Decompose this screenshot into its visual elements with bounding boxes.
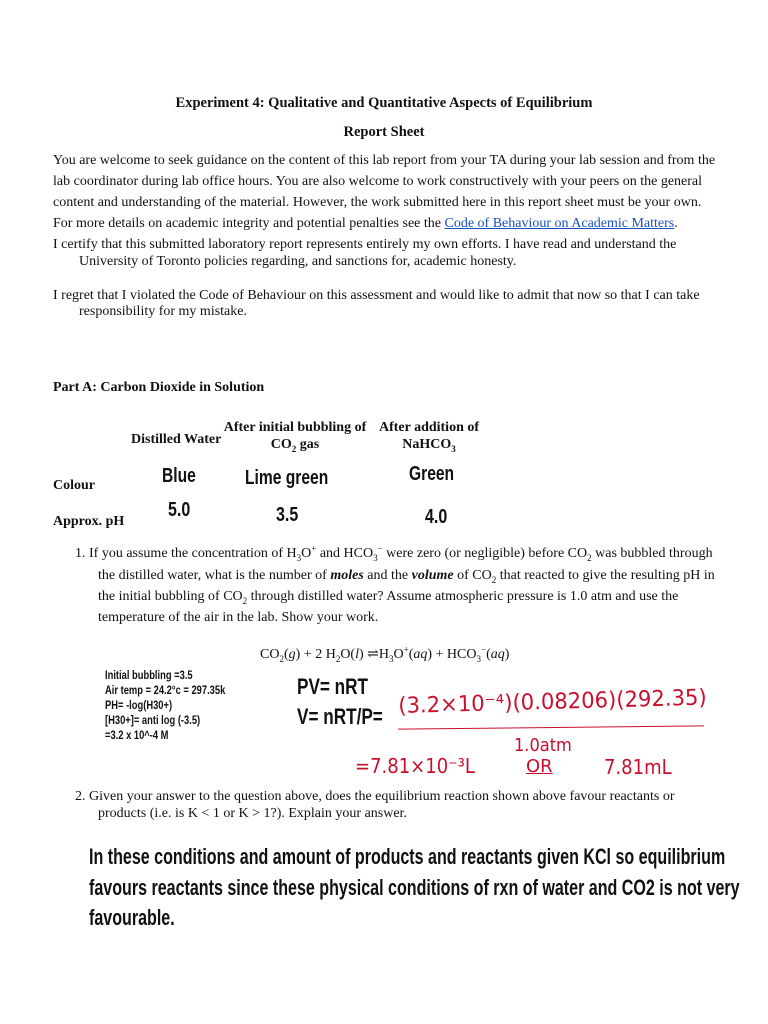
q2-line-1: Given your answer to the question above, does the equilibrium reaction shown above favour reactants or [89,789,675,804]
q1-line-1: If you assume the concentration of $H_3O^+$ and $HCO_3^-$ were zero (or negligible) before $CO_2$ was bubbled through [89,543,713,563]
ideal-gas-law: PV= nRT [297,674,369,699]
page-title: Experiment 4: Qualitative and Quantitative Aspects of Equilibrium [175,95,593,111]
col-header-after-nahco3 [376,419,482,453]
regret-line-2: responsibility for my mistake. [79,304,247,319]
intro-text: You are welcome to seek guidance on the content of this lab report from your TA during your lab session and from the lab coordinator during lab office hours. You are also welcome to work constructively with your peers on the general content and understanding of the material. However, the work submitted here in this report sheet must be your own. For more details on academic integrity and potential penalties see the [53,153,716,231]
col-header-after-bubbling [222,419,368,453]
colour-distilled: Blue [162,465,196,487]
handwritten-ml: 7.81mL [604,755,672,779]
part-a-title: Part A: Carbon Dioxide in Solution [53,380,265,395]
q1-line-4: temperature of the air in the lab. Show your work. [98,610,379,625]
handwritten-numerator: (3.2×10⁻⁴)(0.08206)(292.35) [398,685,707,719]
answer-line-3: favourable. [89,905,175,930]
work-note: =3.2 x 10^-4 M [105,728,169,742]
work-note: [H30+]= anti log (-3.5) [105,713,201,727]
colour-nahco3: Green [409,463,455,485]
regret-line-1: I regret that I violated the Code of Behaviour on this assessment and would like to admit that now so that I can take [53,288,700,303]
intro-paragraph [53,150,718,234]
q1-line-3: the initial bubbling of $CO_2$ through distilled water? Assume atmospheric pressure is 1.0 atm and use the [98,589,679,606]
work-note: Initial bubbling =3.5 [105,668,193,682]
handwritten-denominator: 1.0atm [514,735,572,756]
col3-line2: NaHCO$_3$ [402,437,456,454]
intro-end: . [674,216,678,231]
volume-formula: V= nRT/P= [297,704,383,729]
work-note: PH= -log(H30+) [105,698,173,712]
row-label-ph: Approx. pH [53,514,125,529]
equilibrium-equation: $CO_2(g) + 2$ $H_2O(l)$ $\rightleftharpoons H_3O^+(aq) + HCO_3^-(aq)$ [260,644,510,664]
colour-bubbling: Lime green [245,467,329,489]
answer-line-2: favours reactants since these physical conditions of rxn of water and CO2 is not very [89,875,740,900]
academic-matters-link[interactable]: Code of Behaviour on Academic Matters [444,216,675,231]
q1-line-2: the distilled water, what is the number of moles and the volume of $CO_2$ that reacted to give the resulting pH in [98,568,715,585]
ph-nahco3: 4.0 [425,506,448,528]
work-notes [105,668,259,743]
certify-line-1: I certify that this submitted laboratory report represents entirely my own efforts. I have read and understand the [53,237,677,252]
q2-line-2: products (i.e. is K < 1 or K > 1?). Explain your answer. [98,806,407,821]
work-note: Air temp = 24.2°c = 297.35k [105,683,226,697]
handwritten-result: =7.81×10⁻³L [355,754,475,778]
q1-number: 1. [75,546,86,561]
certify-line-2: University of Toronto policies regarding, and sanctions for, academic honesty. [79,254,517,269]
handwritten-or: OR [526,756,553,777]
fraction-line [398,725,704,729]
page-subtitle: Report Sheet [343,124,425,140]
col2-line1: After initial bubbling of [223,420,367,435]
col3-line1: After addition of [378,420,480,435]
col2-line2: $CO_2$ gas [270,437,320,454]
col-header-distilled-water: Distilled Water [131,432,222,447]
ph-bubbling: 3.5 [276,504,299,526]
answer-line-1: In these conditions and amount of products and reactants given KCl so equilibrium [89,844,726,869]
row-label-colour: Colour [53,478,95,493]
ph-distilled: 5.0 [168,499,191,521]
q2-number: 2. [75,789,86,804]
